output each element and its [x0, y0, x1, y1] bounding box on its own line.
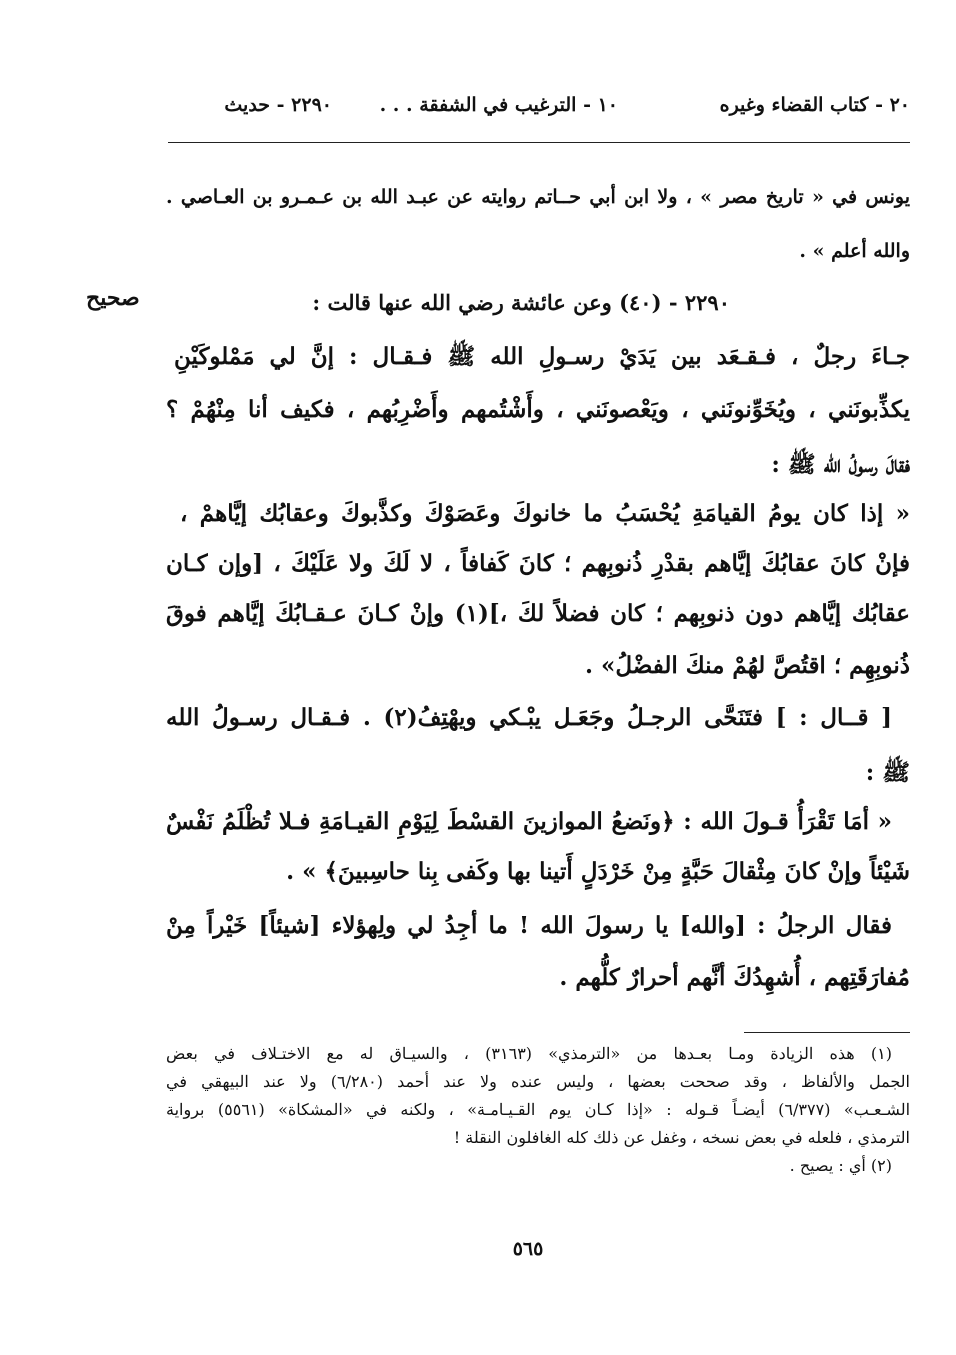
hadith-grade: صحيح: [86, 285, 140, 311]
hadith-line: « أمَا تَقْرَأُ قـولَ الله : ﴿ونَضعُ الموازينَ القسْطَ لِيَوْمِ القيـامَةِ فـلا تُظْلَمُ نَفْسٌ: [166, 808, 892, 835]
footnote-line: الشـعـب» (٦/٣٧٧) أيضـاً قـوله : «إذا كـان يوم القـيـامـة» ، ولكنه في «المشكاة» (٥٥٦١) برواية: [166, 1100, 911, 1119]
footnote-line: الترمذي ، فلعله في بعض نسخه ، وغفل عن ذلك كله الغافلون النقلة !: [453, 1128, 910, 1147]
footnote-divider: [744, 1032, 910, 1033]
intro-line: يونس في « تاريخ مصر » ، ولا ابن أبي حــاتم روايته عن عبـد الله بن عـمـرو بن العـاصي .: [166, 186, 910, 208]
page-number: ٥٦٥: [512, 1238, 544, 1260]
footnote-line: (١) هذه الزيادة ومـا بعـدها من «الترمذي» (٣١٦٣) ، والسيـاق له مع الاختـلاف في بعض: [166, 1044, 892, 1063]
footnote-line: (٢) أي : يصيح .: [789, 1156, 892, 1175]
hadith-line: ﷺ :: [865, 759, 910, 786]
hadith-line: يكذِّبونَني ، ويُخَوِّنونَني ، ويَعْصونَني ، وأَشْتُمهم وأَضْرِبُهم ، فكيف أنا مِنْهُمْ ؟: [166, 396, 910, 423]
running-header: [170, 94, 910, 122]
hadith-line: « إذا كان يومُ القيامَةِ يُحْسَبُ ما خانوكَ وعَصَوْكَ وكذَّبوكَ وعقابُك إيَّاهمْ ،: [180, 500, 910, 527]
intro-line: والله أعلم » .: [799, 240, 910, 262]
footnote-line: الجمل والألفاظ ، وقد صححت بعضها ، وليس عنده ولا عند أحمد (٦/٢٨٠) ولا عند البيهقي في: [166, 1072, 910, 1091]
hadith-line: عقابُك إيَّاهم دون ذنوبِهم ؛ كان فضلاً لكَ ،](١) وإنْ كـانَ عـقـابُكَ إيَّاهم فوقَ: [166, 600, 910, 627]
hadith-line: جـاءَ رجلٌ ، فـقـعَد بين يَدَيْ رسـولِ الله ﷺ فـقـال : إنَّ لي مَمْلوكَيْنِ: [174, 343, 910, 370]
hadith-line: شَيْئاً وإنْ كانَ مِثْقالَ حَبَّةٍ مِنْ خَرْدَلٍ أَتينا بها وكَفى بِنا حاسِبينَ﴾ » .: [286, 858, 910, 885]
hadith-line: فقال الرجلُ : [والله] يا رسولَ الله ! ما أجِدُ لي ولِهؤلاء [شيئاً] خَيْراً مِنْ: [166, 912, 892, 939]
header-hadith-number: ٢٢٩٠ - حديث: [224, 94, 332, 116]
hadith-line: ذُنوبِهِم ؛ اقتُصَّ لهُمْ منكَ الفضْلُ» .: [584, 652, 910, 679]
hadith-line: [ قــال : ] فتَنَحَّى الرجـلُ وجَعَـل يبْـكي ويهْتِفُ(٢) . فـقـال رسـولُ الله: [166, 704, 892, 731]
header-divider: [168, 142, 910, 143]
hadith-line: فقالَ رسولُ الله ﷺ :: [771, 451, 910, 478]
hadith-heading: ٢٢٩٠ - (٤٠) وعن عائشة رضي الله عنها قالت :: [312, 290, 730, 315]
header-section: ١٠ - الترغيب في الشفقة . . .: [379, 94, 618, 116]
header-chapter: ٢٠ - كتاب القضاء وغيره: [719, 94, 910, 116]
hadith-line: فإنْ كانَ عقابُكَ إيَّاهم بقدْرِ ذُنوبِهم ؛ كانَ كَفافاً ، لا لَكَ ولا عَلَيْكَ ، [وإن كـان: [166, 550, 910, 577]
hadith-line: مُفارَقَتِهم ، أُشهِدُكَ أنَّهم أحرارٌ كلُّهم .: [559, 964, 910, 991]
